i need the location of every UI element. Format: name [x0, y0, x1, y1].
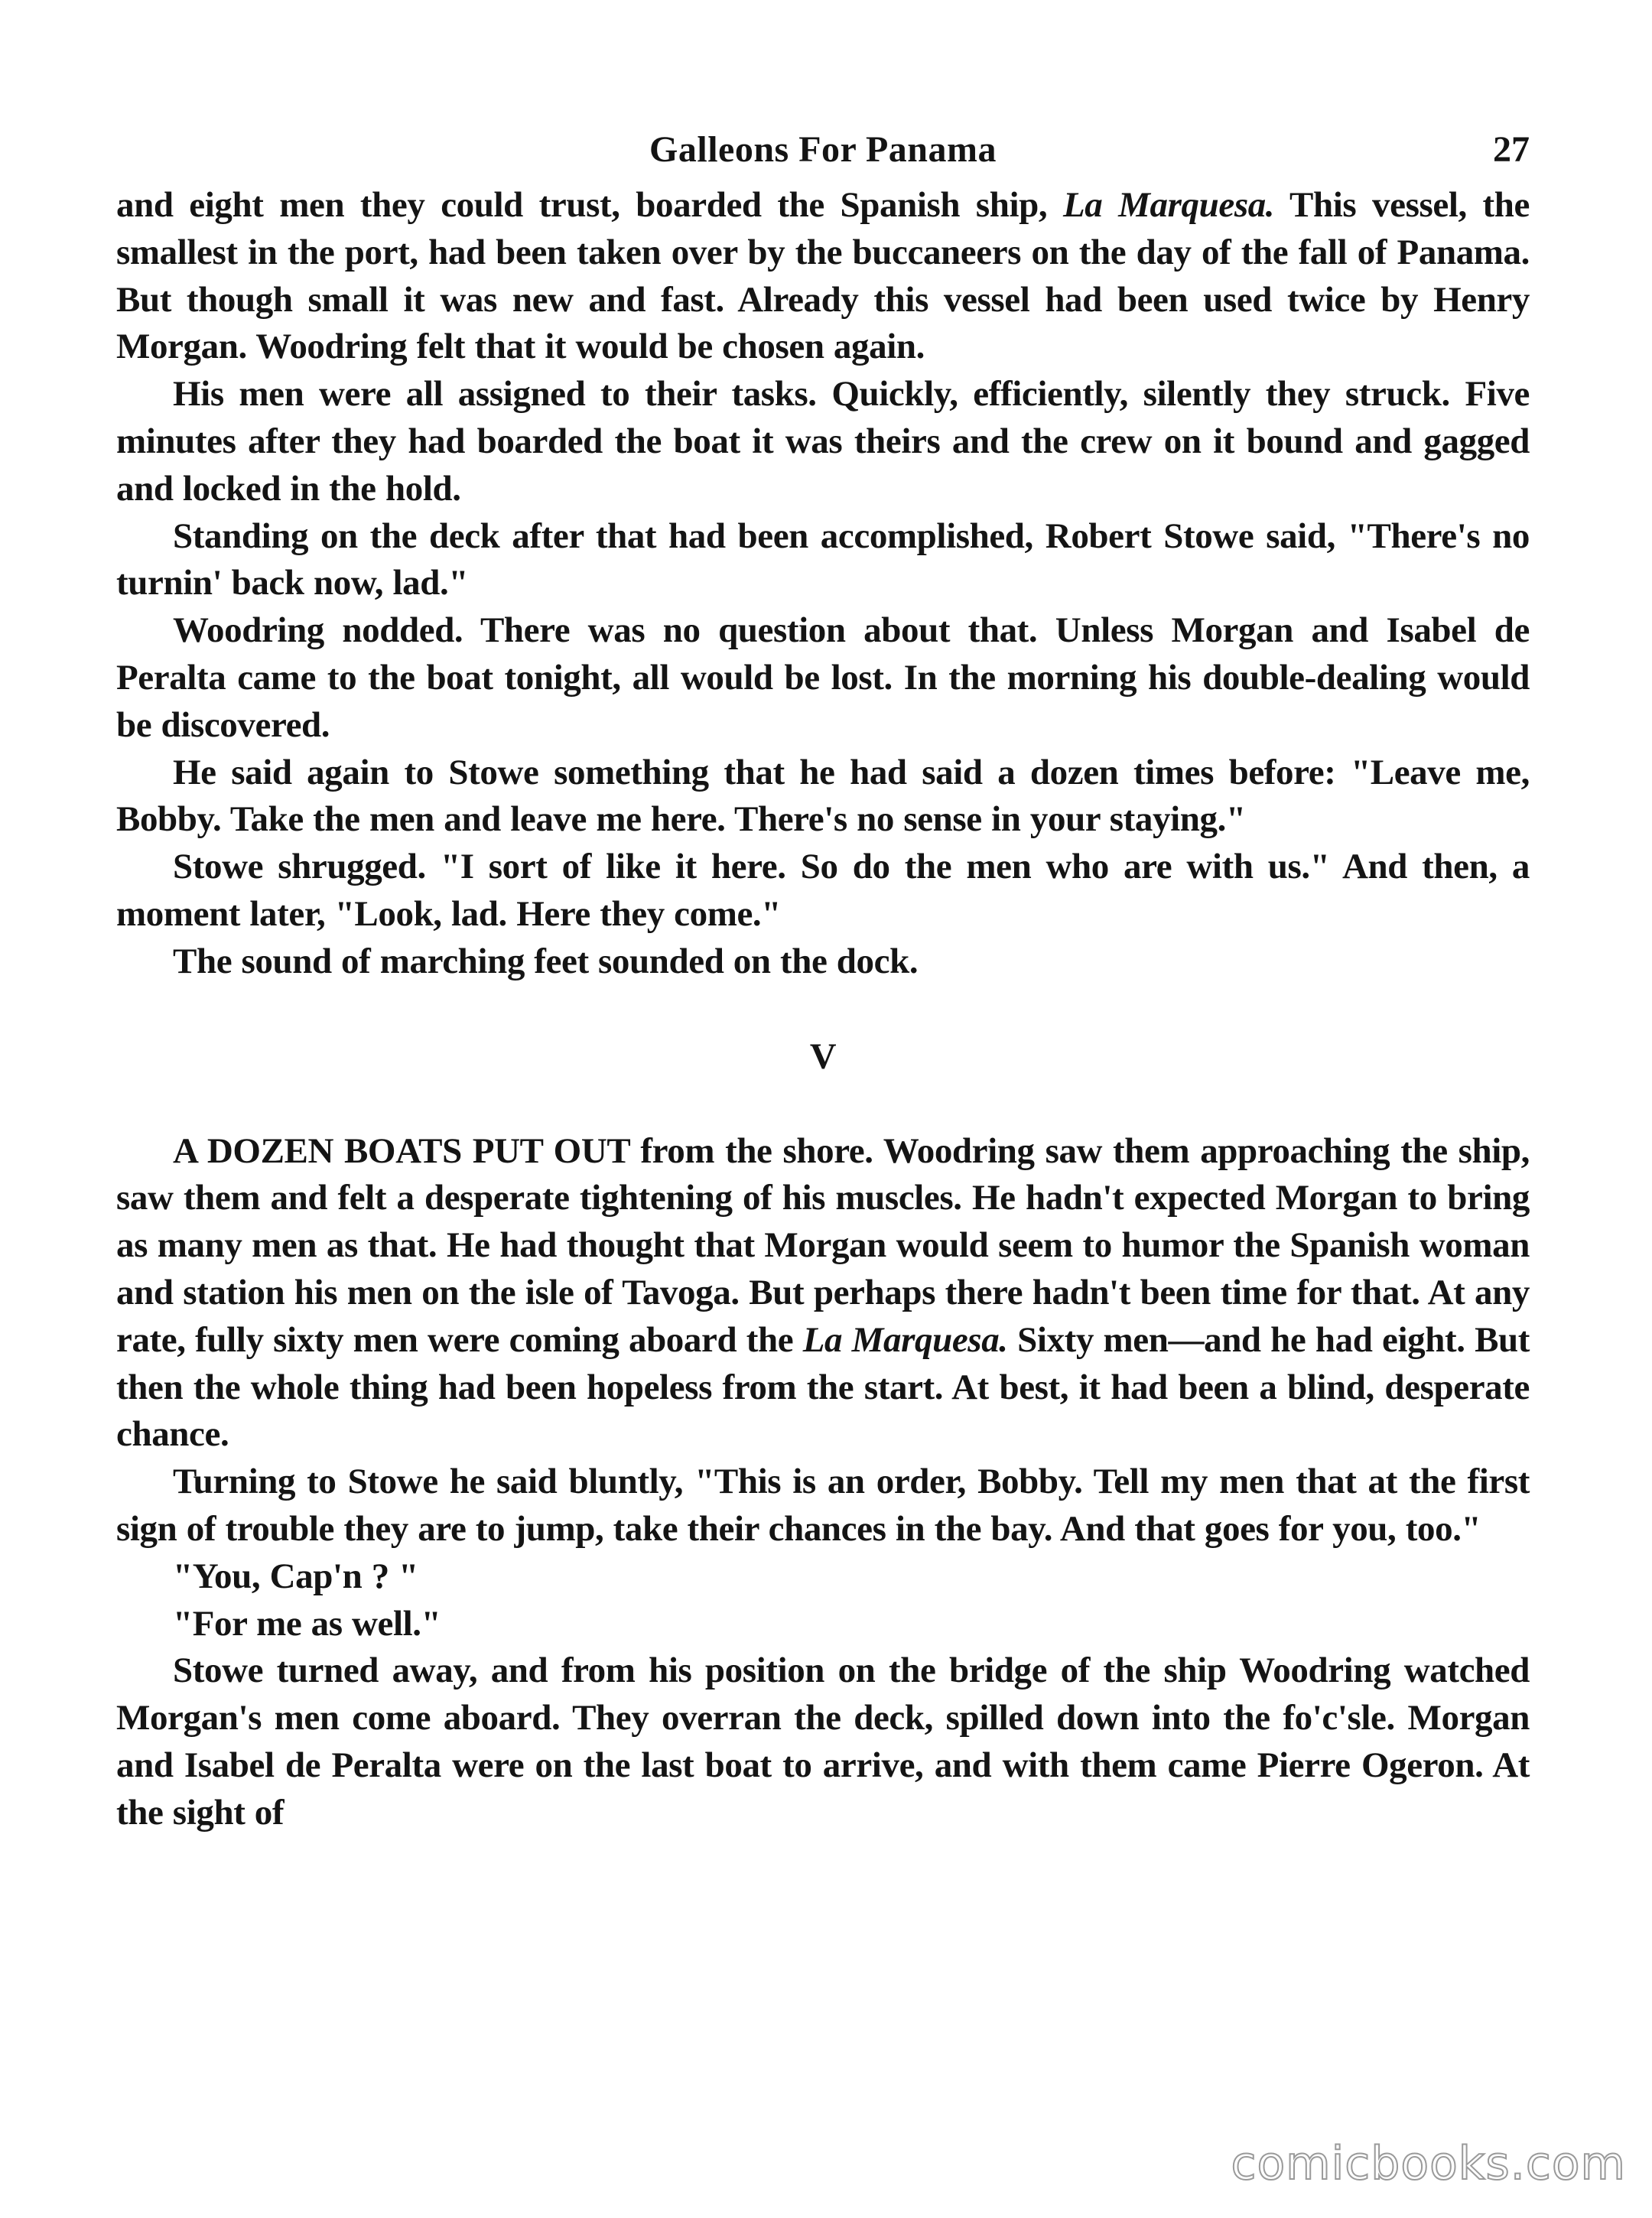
paragraph — [116, 182, 1530, 371]
paragraph: Stowe turned away, and from his position on the bridge of the ship Woodring watched Morgan's men come aboard. They overran the deck, spilled down into the fo'c'sle. Morgan and Isabel de Peralta were on the last boat to arrive, and with them came Pierre Ogeron. At the sight of — [116, 1650, 1530, 1833]
paragraph: Standing on the deck after that had been accomplished, Robert Stowe said, "There's no turnin' back now, lad." — [116, 515, 1530, 603]
paragraph: "For me as well." — [173, 1603, 441, 1644]
paragraph: "You, Cap'n ? " — [173, 1556, 418, 1596]
ship-name: La Marquesa. — [802, 1319, 1008, 1360]
paragraph: The sound of marching feet sounded on the dock. — [173, 941, 919, 981]
text-run: A DOZEN BOATS PUT OUT from the shore. Woodring saw them approaching the ship, saw them and felt a desperate tightening of his muscles. He hadn't expected Morgan to bring as many men as that. He had thought that Morgan would seem to humor the Spanish woman and station his men on the isle of Tavoga. But perhaps there hadn't been time for that. At any rate, fully sixty men were coming aboard the — [116, 1130, 1530, 1360]
body-text — [116, 182, 1530, 1837]
paragraph: Woodring nodded. There was no question about that. Unless Morgan and Isabel de Peralta came to the boat tonight, all would be lost. In the morning his double-dealing would be discovered. — [116, 610, 1530, 745]
section-heading: V — [809, 1036, 837, 1077]
text-run: This vessel, the smallest in the port, had been taken over by the buccaneers on the day of the fall of Panama. But though small it was new and fast. Already this vessel had been used twice by Henry Morgan. Woodring felt that it would be chosen again. — [116, 185, 1530, 367]
paragraph: His men were all assigned to their tasks. Quickly, efficiently, silently they struck. Five minutes after they had boarded the boat it was theirs and the crew on it bound and gagged and locked in the hold. — [116, 374, 1530, 509]
paragraph: Stowe shrugged. "I sort of like it here. So do the men who are with us." And then, a moment later, "Look, lad. Here they come." — [116, 847, 1530, 934]
text-run: Sixty men—and he had eight. But then the whole thing had been hopeless from the start. At best, it had been a blind, desperate chance. — [116, 1319, 1530, 1455]
paragraph — [116, 1128, 1530, 1459]
book-page — [116, 128, 1530, 1837]
paragraph: Turning to Stowe he said bluntly, "This is an order, Bobby. Tell my men that at the first sign of trouble they are to jump, take their chances in the bay. And that goes for you, too." — [116, 1462, 1530, 1549]
running-head — [116, 128, 1530, 182]
text-run: and eight men they could trust, boarded the Spanish ship, — [116, 185, 1063, 225]
ship-name: La Marquesa. — [1063, 185, 1275, 225]
paragraph: He said again to Stowe something that he had said a dozen times before: "Leave me, Bobby. Take the men and leave me here. There's no sense in your staying." — [116, 752, 1530, 840]
page-number: 27 — [1493, 129, 1530, 170]
running-title: Galleons For Panama — [649, 129, 997, 170]
watermark: comicbooks.com — [1231, 2137, 1626, 2190]
